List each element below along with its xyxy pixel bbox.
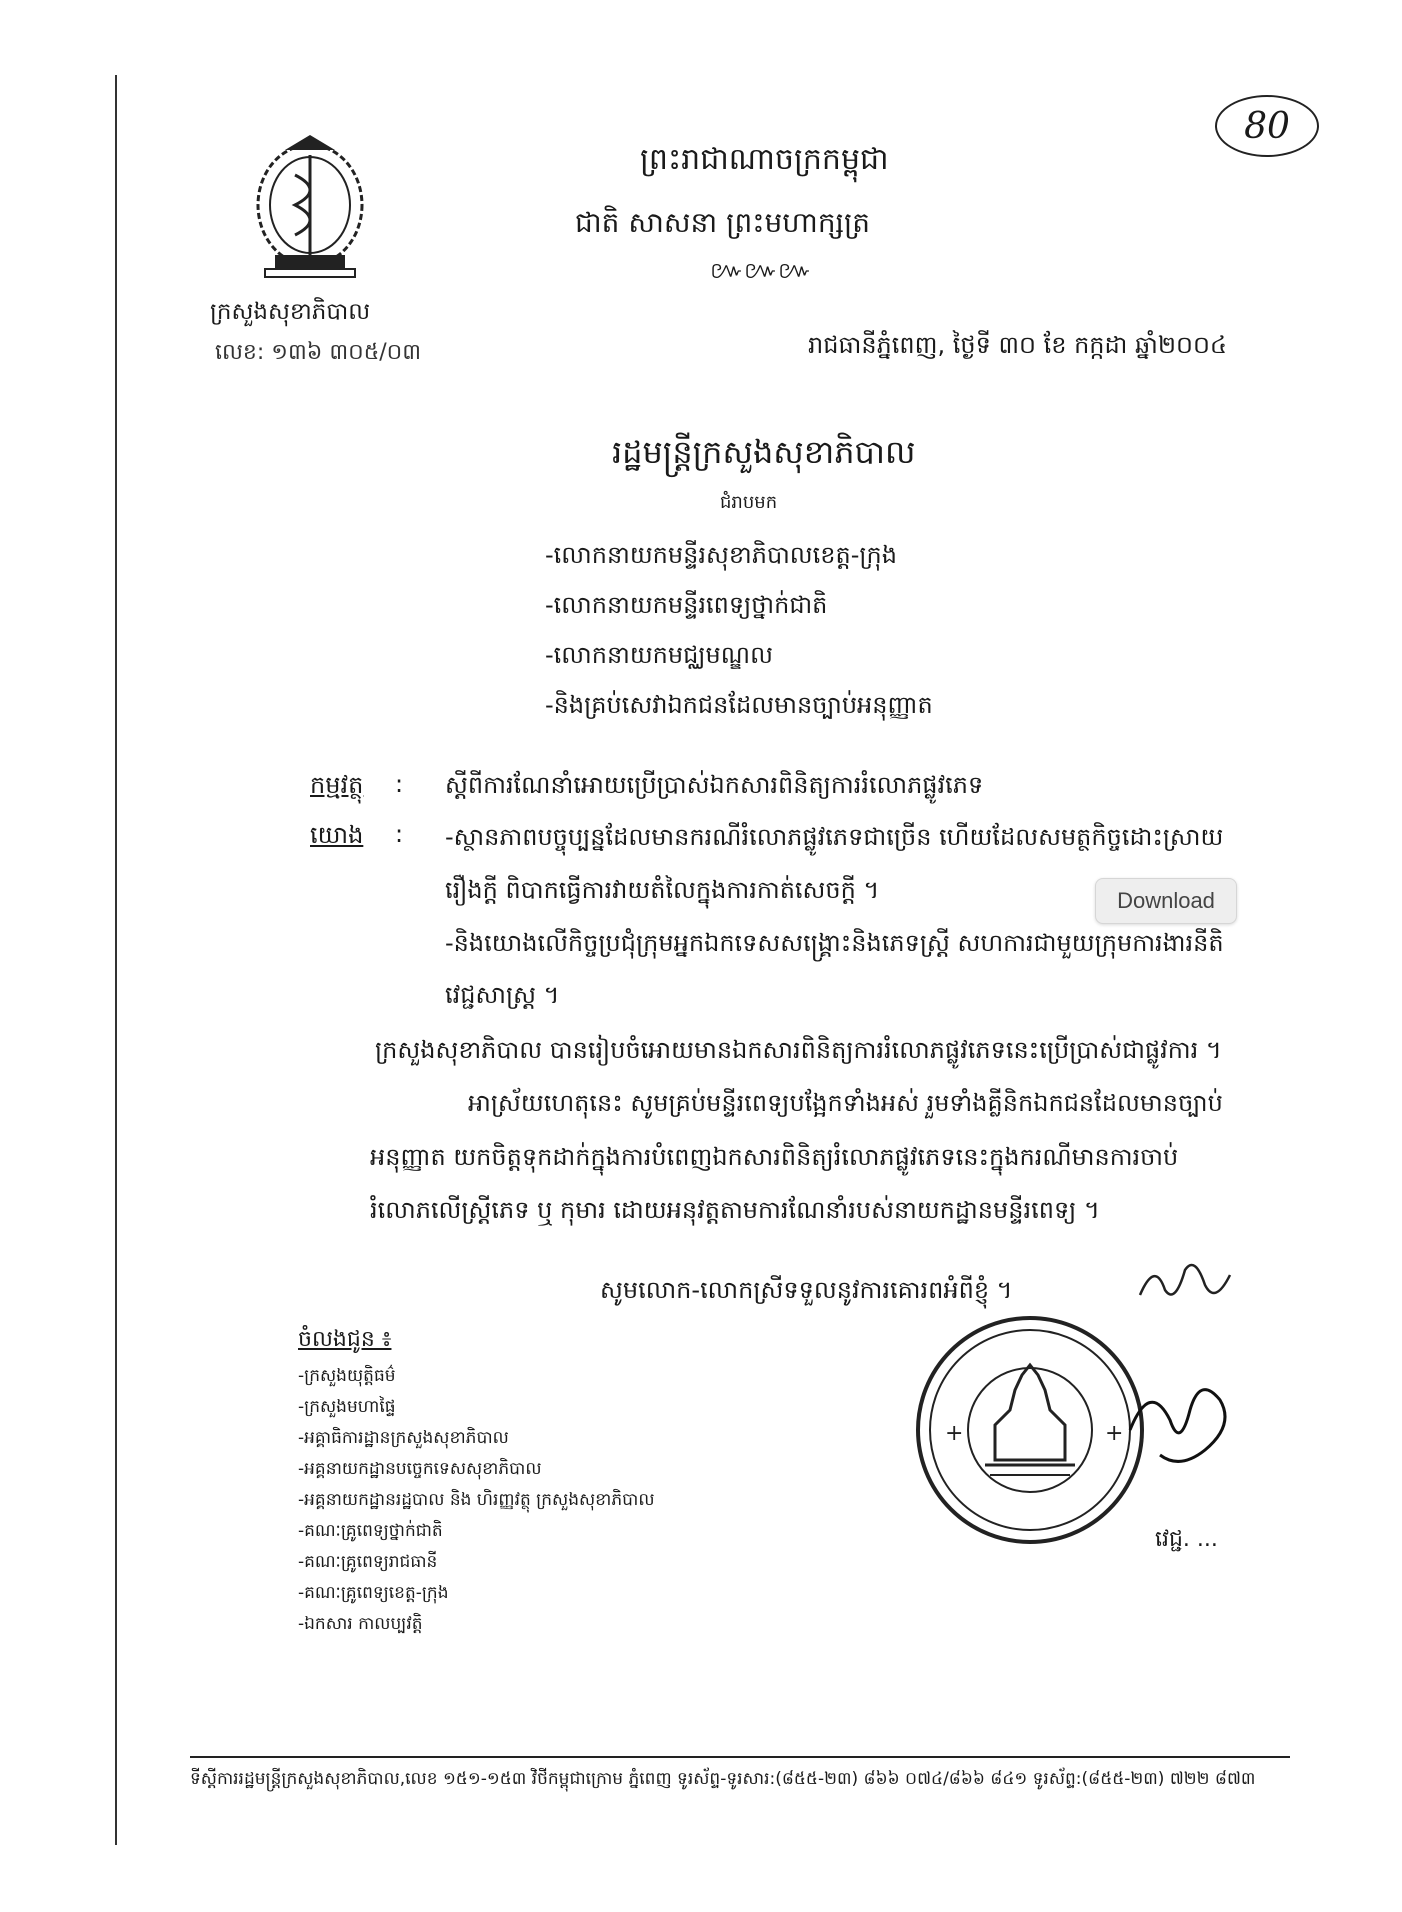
- cc-item: -គណៈគ្រូពេទ្យខេត្ត-ក្រុង: [298, 1583, 449, 1603]
- cc-item: -អគ្គាធិការដ្ឋានក្រសួងសុខាភិបាល: [298, 1428, 509, 1448]
- cc-item: -គណៈគ្រូពេទ្យរាជធានី: [298, 1552, 438, 1572]
- cc-item: -ក្រសួងមហាផ្ទៃ: [298, 1397, 396, 1417]
- reference-label: យោង: [310, 821, 364, 849]
- body-line: វេជ្ជសាស្ត្រ ។: [445, 981, 560, 1009]
- cc-item: -ក្រសួងយុត្តិធម៌: [298, 1366, 396, 1386]
- recipient-line: -លោកនាយកមន្ទីរពេទ្យថ្នាក់ជាតិ: [545, 591, 828, 619]
- cc-item: -អគ្គនាយកដ្ឋានរដ្ឋបាល និង ហិរញ្ញវត្ថុ ក្រសួងសុខាភិបាល: [298, 1490, 655, 1510]
- recipient-line: -លោកនាយកមជ្ឈមណ្ឌល: [545, 641, 773, 669]
- cc-label: ចំលងជូន ៖: [298, 1327, 392, 1352]
- cc-item: -ឯកសារ កាលប្បវត្តិ: [298, 1614, 423, 1634]
- ornament: ៚៚៚: [710, 256, 812, 284]
- body-line: -ស្ថានភាពបច្ចុប្បន្នដែលមានករណីរំលោភផ្លូវភេទជាច្រើន ហើយដែលសមត្ថកិច្ចដោះស្រាយ: [445, 823, 1224, 851]
- minister-title: រដ្ឋមន្ត្រីក្រសួងសុខាភិបាល: [612, 433, 916, 471]
- body-line: -និងយោងលើកិច្ចប្រជុំក្រុមអ្នកឯកទេសសង្គ្រោះនិងភេទស្ត្រី សហការជាមួយក្រុមការងារនីតិ: [445, 929, 1224, 957]
- signature-note: វេជ្ជ. ...: [1155, 1527, 1218, 1552]
- subject-colon: :: [395, 770, 404, 798]
- document-number-circle: [1215, 95, 1319, 157]
- to-label: ជំរាបមក: [720, 492, 778, 513]
- svg-text:+: +: [1105, 1421, 1124, 1446]
- closing-line: សូមលោក-លោកស្រីទទួលនូវការគោរពអំពីខ្ញុំ ។: [600, 1276, 1013, 1304]
- minister-signature: [1120, 1370, 1240, 1480]
- footer-address: ទីស្តីការរដ្ឋមន្ត្រីក្រសួងសុខាភិបាល,លេខ ១៥១-១៥៣ វិថីកម្ពុជាក្រោម ភ្នំពេញ ទូរស័ព្ទ-ទូរសារ:(៨៥៥-២៣) ៨៦៦ ០៧៤/៨៦៦ ៨៤១ ទូរស័ព្ទ:(៨៥៥-២៣) ៧២២ ៨៧៣: [190, 1769, 1256, 1789]
- recipient-line: -និងគ្រប់សេវាឯកជនដែលមានច្បាប់អនុញ្ញាត: [545, 691, 933, 719]
- margin-line: [115, 75, 117, 1845]
- ministry-emblem-icon: [245, 130, 375, 285]
- official-seal-icon: [910, 1310, 1150, 1550]
- body-line: ក្រសួងសុខាភិបាល បានរៀបចំអោយមានឯកសារពិនិត្យការរំលោភផ្លូវភេទនេះប្រើប្រាស់ជាផ្លូវការ ។: [375, 1036, 1222, 1064]
- ministry-name: ក្រសួងសុខាភិបាល: [210, 299, 371, 325]
- body-line: រំលោភលើស្ត្រីភេទ ឬ កុមារ ដោយអនុវត្តតាមការណែនាំរបស់នាយកដ្ឋានមន្ទីរពេទ្យ ។: [370, 1196, 1100, 1224]
- cc-item: -អគ្គនាយកដ្ឋានបច្ចេកទេសសុខាភិបាល: [298, 1459, 542, 1479]
- download-button[interactable]: Download: [1095, 878, 1237, 924]
- footer-divider: [190, 1756, 1290, 1758]
- recipient-line: -លោកនាយកមន្ទីរសុខាភិបាលខេត្ត-ក្រុង: [545, 541, 898, 569]
- kingdom-heading: ព្រះរាជាណាចក្រកម្ពុជា: [640, 142, 889, 177]
- svg-text:+: +: [945, 1421, 964, 1446]
- body-line: រឿងក្តី ពិបាកធ្វើការវាយតំលៃក្នុងការកាត់សេចក្តី ។: [445, 876, 880, 904]
- cc-item: -គណៈគ្រូពេទ្យថ្នាក់ជាតិ: [298, 1521, 443, 1541]
- reference-colon: :: [395, 820, 404, 848]
- document-number: 80: [1244, 105, 1290, 147]
- reference-number: លេខ: ១៣៦ ៣០៥/០៣: [215, 340, 422, 365]
- subject-text: ស្តីពីការណែនាំអោយប្រើប្រាស់ឯកសារពិនិត្យការរំលោភផ្លូវភេទ: [445, 771, 984, 799]
- subject-label: កម្មវត្ថុ: [310, 771, 364, 799]
- body-line: អាស្រ័យហេតុនេះ សូមគ្រប់មន្ទីរពេទ្យបង្អែកទាំងអស់ រួមទាំងគ្លីនិកឯកជនដែលមានច្បាប់: [468, 1089, 1223, 1117]
- national-motto: ជាតិ សាសនា ព្រះមហាក្សត្រ: [575, 206, 871, 239]
- body-line: អនុញ្ញាត យកចិត្តទុកដាក់ក្នុងការបំពេញឯកសារពិនិត្យរំលោភផ្លូវភេទនេះក្នុងករណីមានការចាប់: [370, 1143, 1179, 1171]
- initials-signature: [1135, 1250, 1235, 1310]
- place-date: រាជធានីភ្នំពេញ, ថ្ងៃទី ៣០ ខែ កក្កដា ឆ្នាំ២០០៤: [808, 331, 1228, 359]
